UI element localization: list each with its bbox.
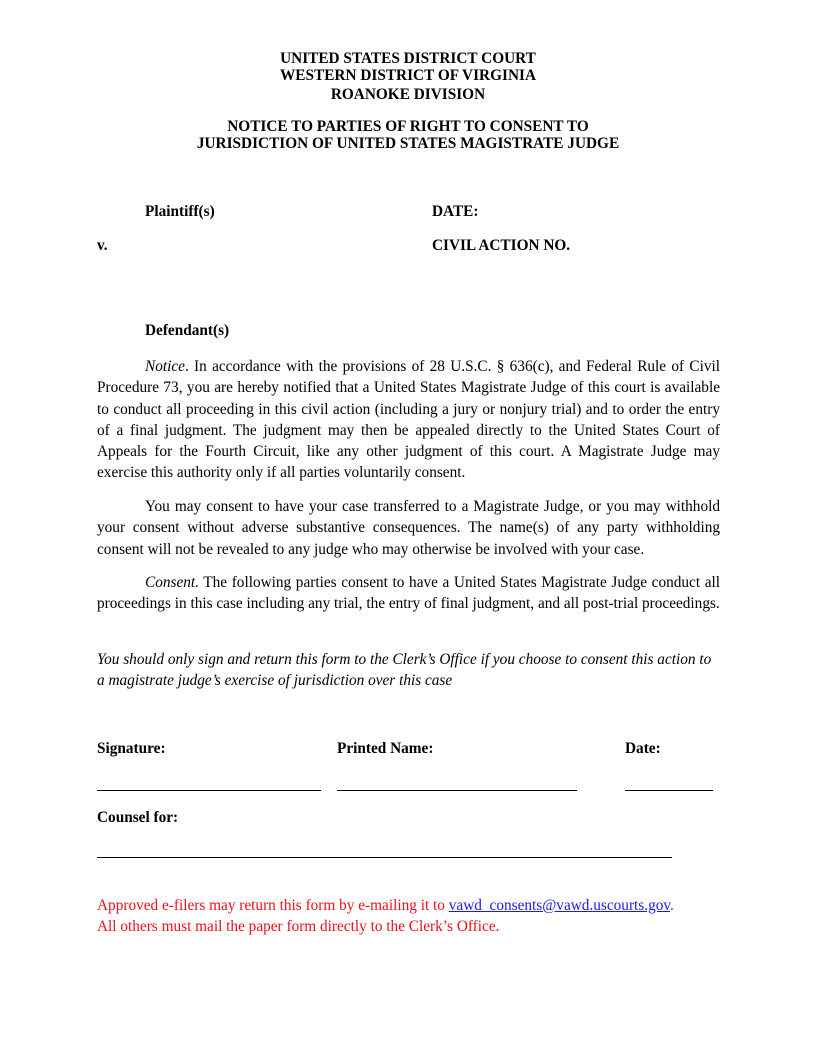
consent-email-link[interactable]: vawd_consents@vawd.uscourts.gov [448,897,671,914]
consent-info-paragraph [97,496,720,560]
printed-name-line[interactable] [337,790,577,791]
date-line[interactable] [625,790,713,791]
signature-line[interactable] [97,790,321,791]
consent-info-text: You may consent to have your case transferred to a Magistrate Judge, or you may withhold your consent without adverse substantive consequences. The name(s) of any party withholding consent will not be revealed to any judge who may otherwise be involved with your case. [97,498,720,558]
signature-label: Signature: [97,740,166,757]
italic-note: You should only sign and return this form to the Clerk’s Office if you choose to consent this action to a magistrate judge’s exercise of jurisdiction over this case [97,651,712,690]
efiling-instructions [97,895,674,916]
efiling-suffix: . [670,897,674,914]
notice-lead: Notice [145,358,185,375]
date-label: DATE: [432,203,479,220]
efiling-text: Approved e-filers may return this form by e-mailing it to [97,897,449,914]
consent-paragraph [97,572,720,615]
versus-label: v. [97,237,108,254]
consent-text: The following parties consent to have a United States Magistrate Judge conduct all proceedings in this case including any trial, the entry of final judgment, and all post-trial proceedings. [97,574,720,613]
notice-text: . In accordance with the provisions of 28 U.S.C. § 636(c), and Federal Rule of Civil Procedure 73, you are hereby notified that a United States Magistrate Judge of this court is available to conduct all proceeding in this civil action (including a jury or nonjury trial) and to order the entry of a final judgment. The judgment may then be appealed directly to the United States Court of Appeals for the Fourth Circuit, like any other judgment of this court. A Magistrate Judge may exercise this authority only if all parties voluntarily consent. [97,358,720,482]
printed-name-label: Printed Name: [337,740,434,757]
date-signed-label: Date: [625,740,661,757]
notice-paragraph [97,356,720,484]
division-name: ROANOKE DIVISION [330,86,486,103]
counsel-for-label: Counsel for: [97,809,179,826]
defendant-label: Defendant(s) [145,322,230,339]
civil-action-label: CIVIL ACTION NO. [432,237,571,254]
district-name: WESTERN DISTRICT OF VIRGINIA [279,67,536,84]
plaintiff-label: Plaintiff(s) [145,203,215,220]
court-name: UNITED STATES DISTRICT COURT [280,50,536,67]
mail-instructions: All others must mail the paper form directly to the Clerk’s Office. [97,918,500,935]
counsel-for-line[interactable] [97,857,672,858]
document-title-line2: JURISDICTION OF UNITED STATES MAGISTRATE JUDGE [196,135,620,152]
consent-lead: Consent. [145,574,199,591]
document-title-line1: NOTICE TO PARTIES OF RIGHT TO CONSENT TO [227,118,589,135]
